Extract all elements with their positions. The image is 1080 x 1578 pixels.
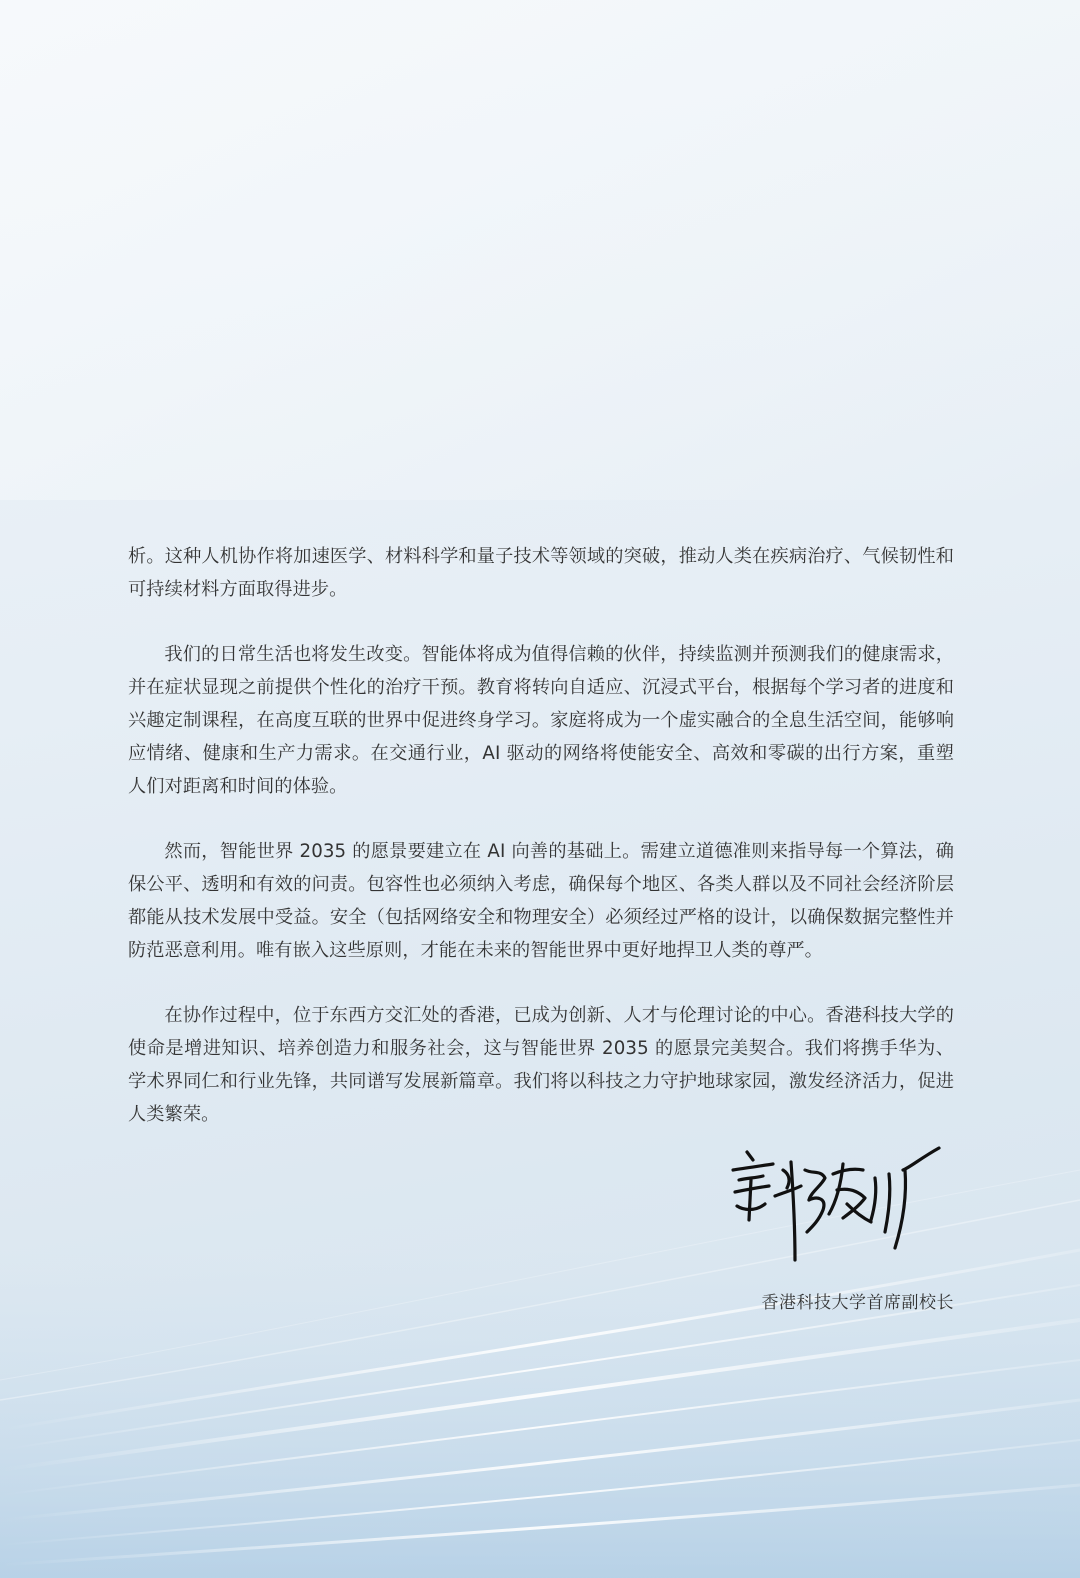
- letter-paragraph: 我们的日常生活也将发生改变。智能体将成为值得信赖的伙伴，持续监测并预测我们的健康需求，并在症状显现之前提供个性化的治疗干预。教育将转向自适应、沉浸式平台，根据每个学习者的进度和兴趣定制课程，在高度互联的世界中促进终身学习。家庭将成为一个虚实融合的全息生活空间，能够响应情绪、健康和生产力需求。在交通行业，AI 驱动的网络将使能安全、高效和零碳的出行方案，重塑人们对距离和时间的体验。: [128, 644, 954, 797]
- handwritten-signature: [725, 1140, 950, 1275]
- letter-paragraph: 在协作过程中，位于东西方交汇处的香港，已成为创新、人才与伦理讨论的中心。香港科技大学的使命是增进知识、培养创造力和服务社会，这与智能世界 2035 的愿景完美契合。我们将携手华为、学术界同仁和行业先锋，共同谱写发展新篇章。我们将以科技之力守护地球家园，激发经济活力，促进人类繁荣。: [128, 1005, 954, 1125]
- letter-body: [128, 540, 954, 1163]
- signer-title: 香港科技大学首席副校长: [761, 1293, 954, 1313]
- letter-paragraph: 然而，智能世界 2035 的愿景要建立在 AI 向善的基础上。需建立道德准则来指导每一个算法，确保公平、透明和有效的问责。包容性也必须纳入考虑，确保每个地区、各类人群以及不同社会经济阶层都能从技术发展中受益。安全（包括网络安全和物理安全）必须经过严格的设计，以确保数据完整性并防范恶意利用。唯有嵌入这些原则，才能在未来的智能世界中更好地捍卫人类的尊严。: [128, 841, 954, 961]
- letter-paragraph: 析。这种人机协作将加速医学、材料科学和量子技术等领域的突破，推动人类在疾病治疗、气候韧性和可持续材料方面取得进步。: [128, 546, 954, 600]
